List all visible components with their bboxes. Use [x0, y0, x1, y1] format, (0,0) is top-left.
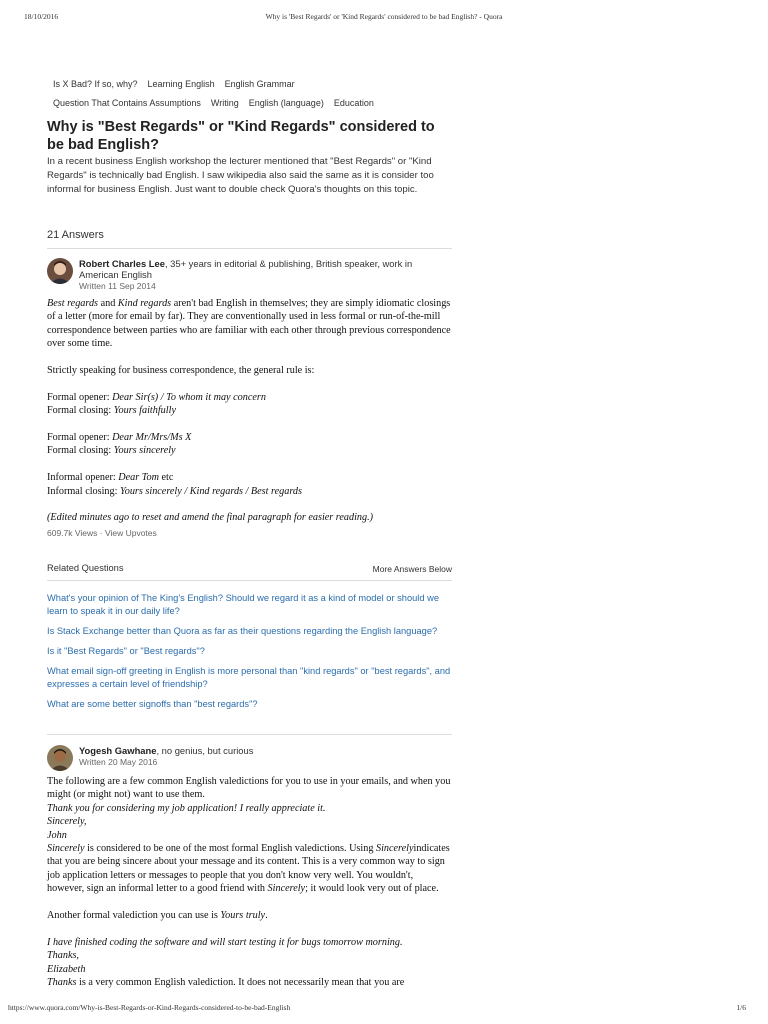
author-bio: , 35+ years in editorial & publishing, British speaker, work in American English — [79, 258, 413, 280]
example-line: Thanks, — [47, 950, 79, 962]
rule-line — [47, 485, 452, 498]
question-title[interactable]: Why is "Best Regards" or "Kind Regards" considered to be bad English? — [47, 119, 435, 153]
answer-body — [47, 297, 452, 525]
topic-tag[interactable]: Learning English — [147, 79, 215, 89]
label: Formal closing: — [47, 405, 114, 417]
italic-text: Kind regards — [117, 298, 172, 309]
example-line: Sincerely, — [47, 816, 87, 828]
italic-text: Sincerely — [267, 883, 306, 895]
italic-text: Yours sincerely / Kind regards / Best regards — [120, 485, 302, 497]
author-name[interactable]: Yogesh Gawhane — [79, 745, 157, 756]
related-question-link[interactable]: What email sign-off greeting in English is more personal than "kind regards" or "best regards", and expresses a certain level of friendship? — [47, 666, 451, 689]
italic-text: Yours truly — [220, 910, 266, 922]
answer-count: 21 Answers — [47, 229, 104, 241]
label: Informal closing: — [47, 485, 120, 497]
topic-tag[interactable]: English (language) — [248, 98, 324, 108]
topic-tag[interactable]: Education — [333, 98, 374, 108]
related-questions-list — [47, 592, 452, 718]
topic-tag[interactable]: Writing — [210, 98, 239, 108]
print-page-number: 1/6 — [736, 1003, 746, 1012]
more-answers-below-link[interactable]: More Answers Below — [372, 564, 452, 574]
answer-date[interactable]: Written 11 Sep 2014 — [79, 281, 156, 291]
rule-line — [47, 404, 452, 417]
author-avatar-icon[interactable] — [47, 258, 73, 284]
rule-line — [47, 444, 452, 457]
question-details: In a recent business English workshop the lecturer mentioned that "Best Regards" or "Kind Regards" is technically bad English. I saw wikipedia also said the same as it is consider too informal for business English. Just want to double check Quora's thoughts on this topic. — [47, 156, 434, 195]
edit-note: (Edited minutes ago to reset and amend the final paragraph for easier reading.) — [47, 512, 374, 524]
text: . — [265, 910, 268, 922]
text: indicates that you are being sincere about your message and its content. This is a very common way to sign job application letters or messages to people that you don't know very well. You wouldn't, however, sign an informal letter to a good friend with — [47, 843, 450, 895]
example-line: Thank you for considering my job application! I really appreciate it. — [47, 802, 326, 814]
example-line: Elizabeth — [47, 963, 86, 975]
related-question-link[interactable]: Is it "Best Regards" or "Best regards"? — [47, 646, 205, 656]
print-page-title: Why is 'Best Regards' or 'Kind Regards' considered to be bad English? - Quora — [265, 12, 503, 21]
example-line: John — [47, 829, 67, 841]
text: is a very common English valediction. It does not necessarily mean that you are — [76, 977, 405, 989]
divider — [47, 580, 452, 581]
label: Formal closing: — [47, 445, 114, 457]
related-question-link[interactable]: Is Stack Exchange better than Quora as far as their questions regarding the English language? — [47, 626, 438, 636]
text: is considered to be one of the most formal English valedictions. Using — [84, 843, 376, 855]
italic-text: Best regards — [47, 298, 99, 309]
text: Another formal valediction you can use is — [47, 910, 221, 922]
topic-tag[interactable]: Question That Contains Assumptions — [53, 98, 201, 108]
answer-paragraph — [47, 297, 452, 351]
text: etc — [158, 472, 174, 484]
label: Informal opener: — [47, 472, 119, 484]
rule-line — [47, 471, 452, 484]
text: ; it would look very out of place. — [305, 883, 439, 895]
answer-paragraph: Strictly speaking for business correspondence, the general rule is: — [47, 365, 315, 377]
related-question-link[interactable]: What are some better signoffs than "best regards"? — [47, 699, 258, 709]
topic-tag[interactable]: English Grammar — [224, 79, 295, 89]
divider — [47, 248, 452, 249]
text: aren't bad English in themselves; they are simply idiomatic closings of a letter (more for email by far). They are conventionally used in less formal or run-of-the-mill correspondence between parties who are familiar with each other through previous correspondence over some time. — [47, 298, 451, 350]
answer-paragraph — [47, 976, 452, 989]
rule-line — [47, 391, 452, 404]
author-avatar-icon[interactable] — [47, 745, 73, 771]
answer-paragraph: The following are a few common English valedictions for you to use in your emails, and when you might (or might not) want to use them. — [47, 776, 451, 801]
answer-date[interactable]: Written 20 May 2016 — [79, 757, 158, 767]
related-questions-header — [47, 563, 452, 573]
italic-text: Thanks — [47, 977, 77, 989]
author-credentials — [79, 258, 451, 292]
italic-text: Sincerely — [47, 843, 85, 855]
author-name[interactable]: Robert Charles Lee — [79, 258, 165, 269]
topic-row-1 — [47, 79, 305, 89]
italic-text: Dear Tom — [118, 472, 159, 484]
example-line: I have finished coding the software and will start testing it for bugs tomorrow morning. — [47, 936, 403, 948]
views-and-upvotes[interactable]: 609.7k Views · View Upvotes — [47, 528, 157, 538]
topic-row-2 — [47, 98, 384, 108]
italic-text: Dear Mr/Mrs/Ms X — [112, 432, 192, 444]
divider — [47, 734, 452, 735]
author-bio: , no genius, but curious — [156, 745, 254, 756]
label: Formal opener: — [47, 391, 113, 403]
related-question-link[interactable]: What's your opinion of The King's English? Should we regard it as a kind of model or should we learn to speak it in our daily life? — [47, 593, 440, 616]
answer-paragraph — [47, 842, 452, 896]
print-url: https://www.quora.com/Why-is-Best-Regards-or-Kind-Regards-considered-to-be-bad-English — [8, 1003, 291, 1012]
answer-paragraph — [47, 909, 452, 922]
italic-text: Yours faithfully — [113, 405, 176, 417]
answer-body — [47, 775, 452, 989]
topic-tag[interactable]: Is X Bad? If so, why? — [53, 79, 138, 89]
text: and — [98, 298, 118, 309]
italic-text: Dear Sir(s) / To whom it may concern — [112, 391, 266, 403]
author-credentials — [79, 745, 451, 768]
italic-text: Yours sincerely — [113, 445, 176, 457]
italic-text: Sincerely — [375, 843, 414, 855]
rule-line — [47, 431, 452, 444]
related-questions-title: Related Questions — [47, 563, 124, 573]
label: Formal opener: — [47, 432, 113, 444]
print-date: 18/10/2016 — [24, 12, 59, 21]
